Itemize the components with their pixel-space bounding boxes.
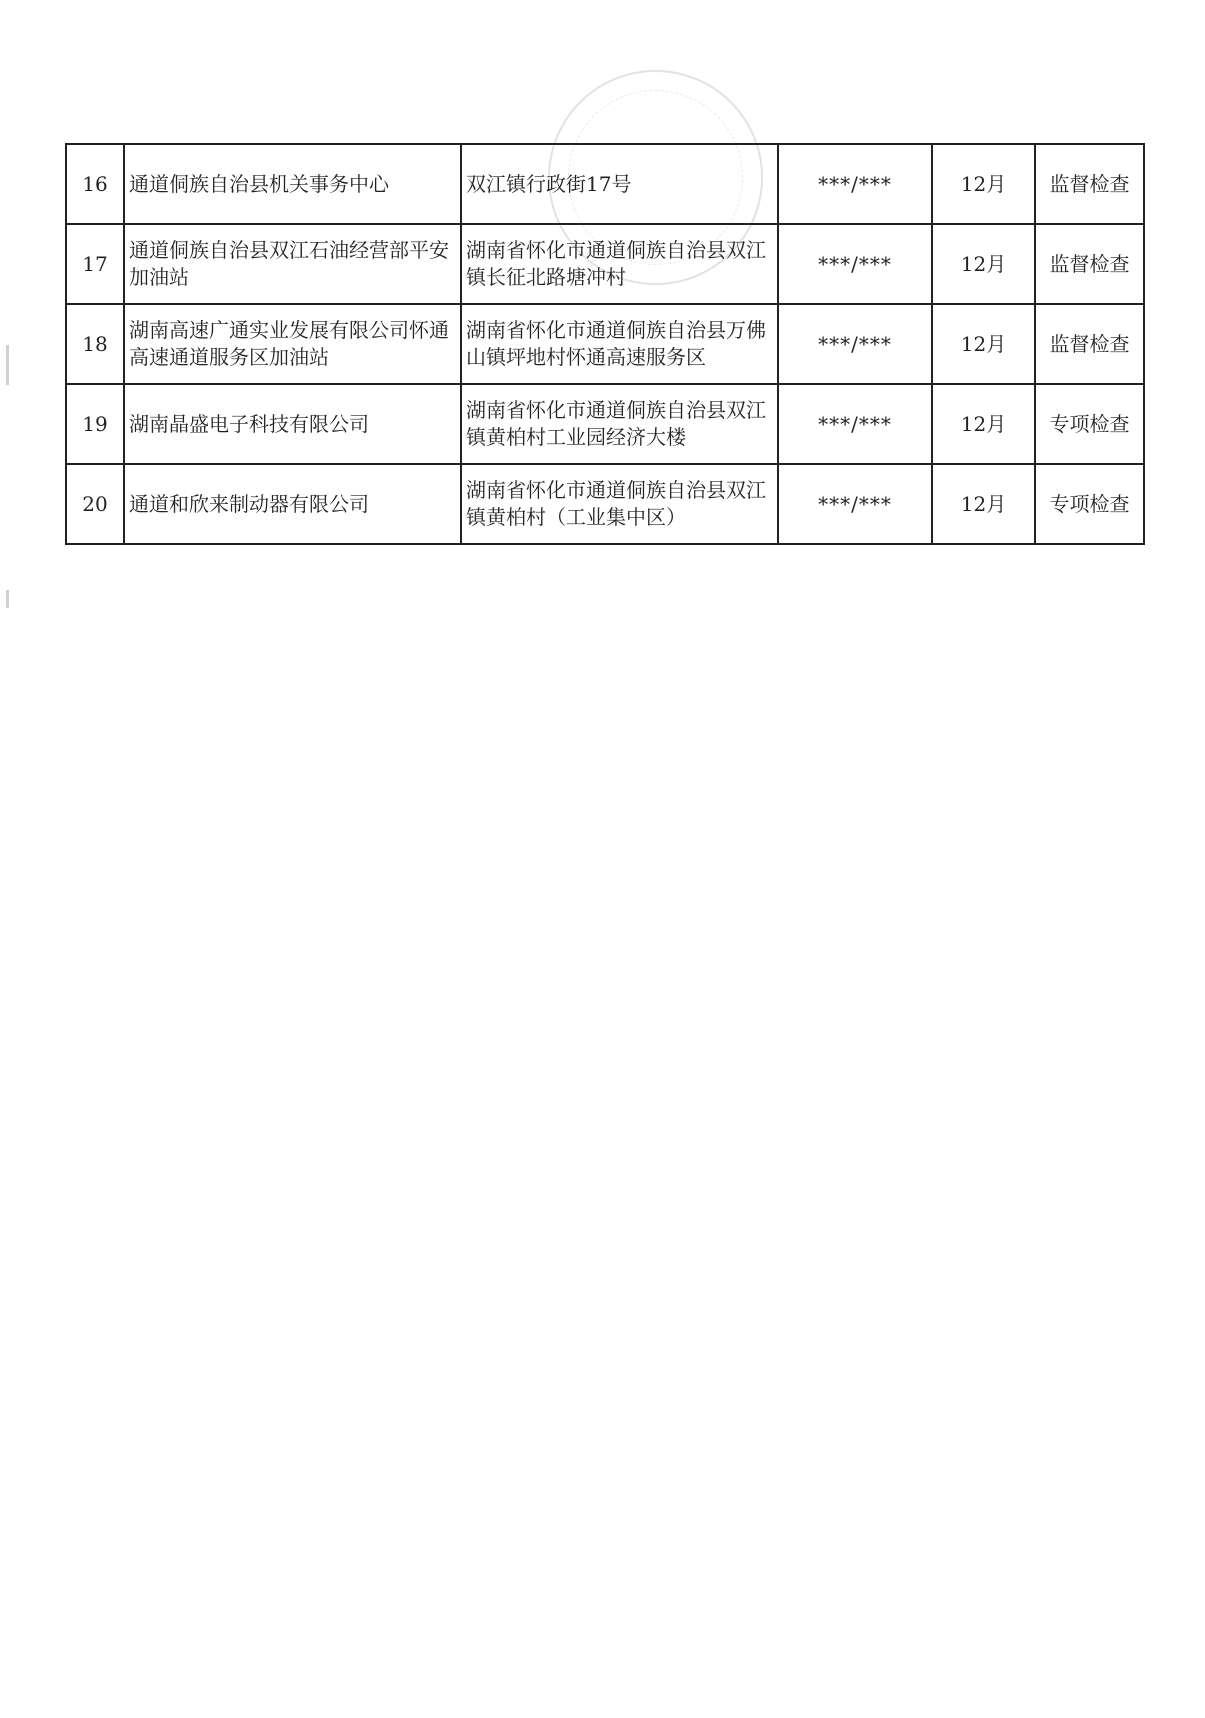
unit-name: 通道和欣来制动器有限公司	[124, 464, 461, 544]
inspection-table	[65, 143, 1145, 545]
unit-name: 通道侗族自治县双江石油经营部平安加油站	[124, 224, 461, 304]
masked-code: ***/***	[778, 304, 932, 384]
inspection-type: 监督检查	[1035, 224, 1144, 304]
unit-address: 湖南省怀化市通道侗族自治县双江镇长征北路塘冲村	[461, 224, 778, 304]
unit-address: 湖南省怀化市通道侗族自治县双江镇黄柏村（工业集中区）	[461, 464, 778, 544]
row-number: 17	[66, 224, 124, 304]
unit-address: 湖南省怀化市通道侗族自治县双江镇黄柏村工业园经济大楼	[461, 384, 778, 464]
unit-name: 湖南高速广通实业发展有限公司怀通高速通道服务区加油站	[124, 304, 461, 384]
unit-name: 通道侗族自治县机关事务中心	[124, 144, 461, 224]
row-number: 18	[66, 304, 124, 384]
row-number: 16	[66, 144, 124, 224]
scan-edge-mark	[6, 345, 9, 385]
inspection-type: 专项检查	[1035, 384, 1144, 464]
inspection-month: 12月	[932, 144, 1035, 224]
table-row	[66, 464, 1144, 544]
table-row	[66, 224, 1144, 304]
row-number: 20	[66, 464, 124, 544]
masked-code: ***/***	[778, 224, 932, 304]
masked-code: ***/***	[778, 464, 932, 544]
inspection-type: 专项检查	[1035, 464, 1144, 544]
inspection-type: 监督检查	[1035, 144, 1144, 224]
unit-name: 湖南晶盛电子科技有限公司	[124, 384, 461, 464]
table-row	[66, 144, 1144, 224]
inspection-type: 监督检查	[1035, 304, 1144, 384]
unit-address: 湖南省怀化市通道侗族自治县万佛山镇坪地村怀通高速服务区	[461, 304, 778, 384]
inspection-month: 12月	[932, 304, 1035, 384]
inspection-month: 12月	[932, 224, 1035, 304]
masked-code: ***/***	[778, 144, 932, 224]
row-number: 19	[66, 384, 124, 464]
unit-address: 双江镇行政街17号	[461, 144, 778, 224]
inspection-month: 12月	[932, 464, 1035, 544]
masked-code: ***/***	[778, 384, 932, 464]
scan-edge-mark	[6, 590, 9, 608]
inspection-month: 12月	[932, 384, 1035, 464]
table-row	[66, 304, 1144, 384]
table-row	[66, 384, 1144, 464]
